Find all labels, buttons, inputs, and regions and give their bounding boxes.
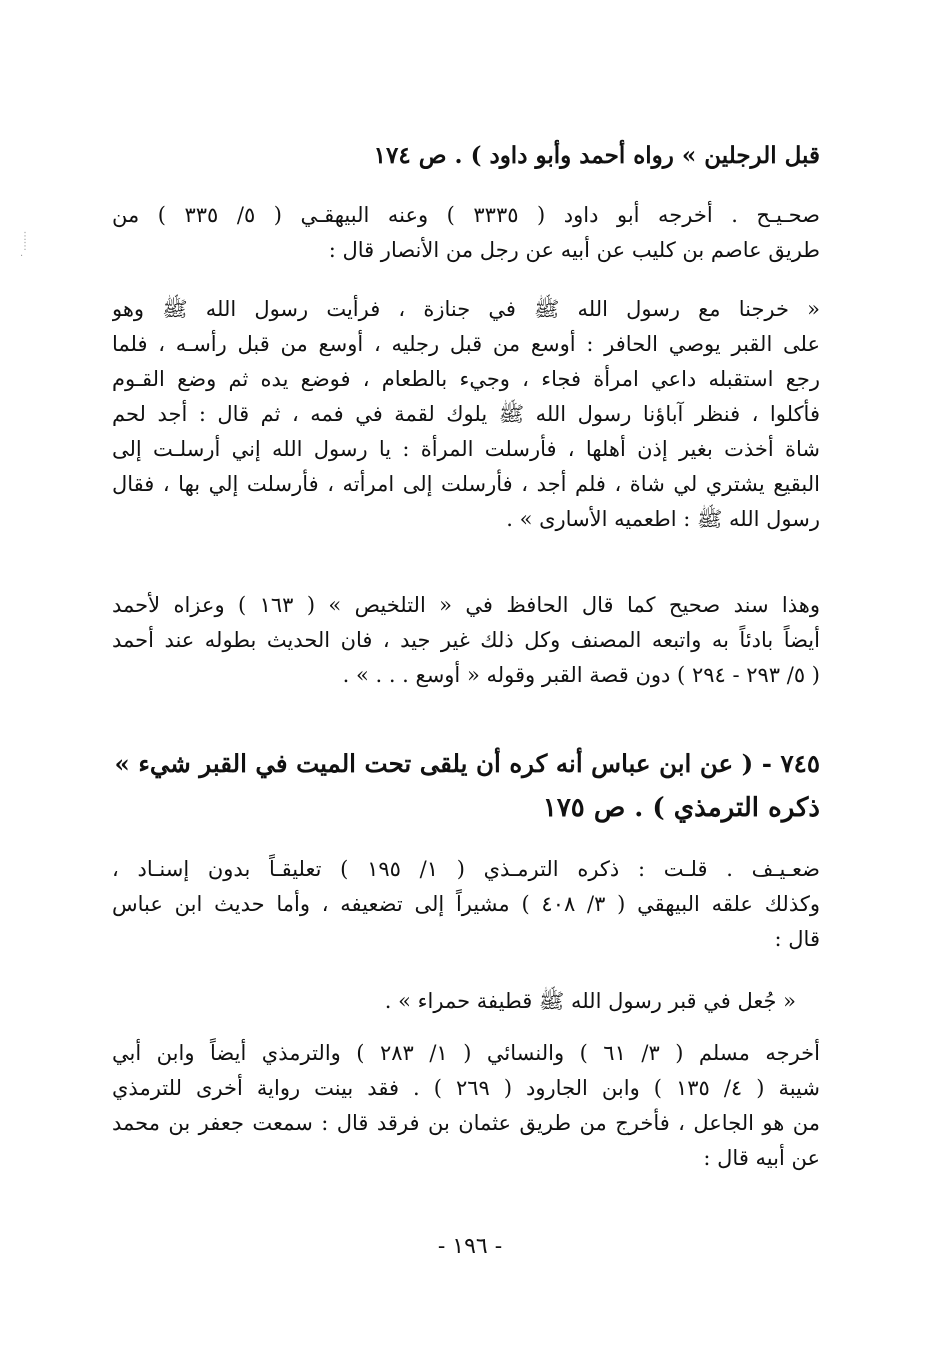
page-number: - ١٩٦ -: [437, 1234, 503, 1259]
takhrij-paragraph: [112, 198, 820, 268]
text-line: شيبة ( ٤/ ١٣٥ ) وابن الجارود ( ٢٦٩ ) . فقد بينت رواية أخرى للترمذي: [112, 1076, 820, 1100]
text-line: قال :: [774, 927, 820, 951]
text-line: وكذلك علقه البيهقي ( ٣/ ٤٠٨ ) مشيراً إلى تضعيفه ، وأما حديث ابن عباس: [112, 892, 820, 916]
grading-paragraph: [112, 852, 820, 957]
text-line: طريق عاصم بن كليب عن أبيه عن رجل من الأنصار قال :: [328, 238, 820, 262]
text-line: قبل الرجلين » رواه أحمد وأبو داود ) . ص ١٧٤: [373, 142, 820, 169]
text-line: على القبر يوصي الحافر : أوسع من قبل رجليه ، أوسع من قبل رأسـه ، فلما: [112, 332, 820, 356]
text-line: رسول الله ﷺ : اطعميه الأسارى » .: [506, 507, 820, 531]
heading-line: ذكره الترمذي ) . ص ١٧٥: [542, 793, 820, 823]
commentary-paragraph: [112, 588, 820, 693]
text-line: ( ٥/ ٢٩٣ - ٢٩٤ ) دون قصة القبر وقوله « أوسع . . . » .: [342, 663, 820, 687]
scan-artifact: ⋮ ⋮ ·: [20, 231, 30, 262]
text-line: أيضاً بادئاً به واتبعه المصنف وكل ذلك غير جيد ، فان الحديث بطوله عند أحمد: [112, 628, 820, 652]
narration-quote: [112, 984, 820, 1019]
text-line: البقيع يشتري لي شاة ، فلم أجد ، فأرسلت إلى امرأته ، فأرسلت إلي بها ، فقال: [112, 472, 820, 496]
text-line: من هو الجاعل ، فأخرج من طريق عثمان بن فرقد قال : سمعت جعفر بن محمد: [112, 1111, 820, 1135]
text-line: ضعـيـف . قلـت : ذكره الترمـذي ( ١/ ١٩٥ ) تعليقـاً بدون إسنـاد ،: [112, 857, 820, 881]
text-line: فأكلوا ، فنظر آباؤنا رسول الله ﷺ يلوك لقمة في فمه ، ثم قال : أجد لحم: [112, 402, 820, 426]
text-line: شاة أخذت بغير إذن أهلها ، فأرسلت المرأة : يا رسول الله إني أرسلـت إلى: [112, 437, 820, 461]
text-line: رجع استقبله داعي امرأة فجاء ، وجيء بالطعام ، فوضع يده ثم وضع القـوم: [112, 367, 820, 391]
text-line: وهذا سند صحيح كما قال الحافظ في « التلخيص » ( ١٦٣ ) وعزاه لأحمد: [112, 593, 820, 617]
sources-paragraph: [112, 1036, 820, 1176]
text-line: أخرجه مسلم ( ٣/ ٦١ ) والنسائي ( ١/ ٢٨٣ ) والترمذي أيضاً وابن أبي: [112, 1041, 820, 1065]
text-line: صحـيـح . أخرجه أبو داود ( ٣٣٣٥ ) وعنه البيهقـي ( ٥/ ٣٣٥ ) من: [112, 203, 820, 227]
heading-line: ٧٤٥ - ( عن ابن عباس أنه كره أن يلقى تحت الميت في القبر شيء »: [114, 749, 820, 778]
text-line: « خرجنا مع رسول الله ﷺ في جنازة ، فرأيت رسول الله ﷺ وهو: [112, 297, 820, 321]
continuation-line: [112, 138, 820, 173]
hadith-quote: [112, 292, 820, 537]
hadith-heading: [112, 742, 820, 830]
text-line: « جُعل في قبر رسول الله ﷺ قطيفة حمراء » .: [384, 989, 796, 1013]
text-line: عن أبيه قال :: [703, 1146, 820, 1170]
